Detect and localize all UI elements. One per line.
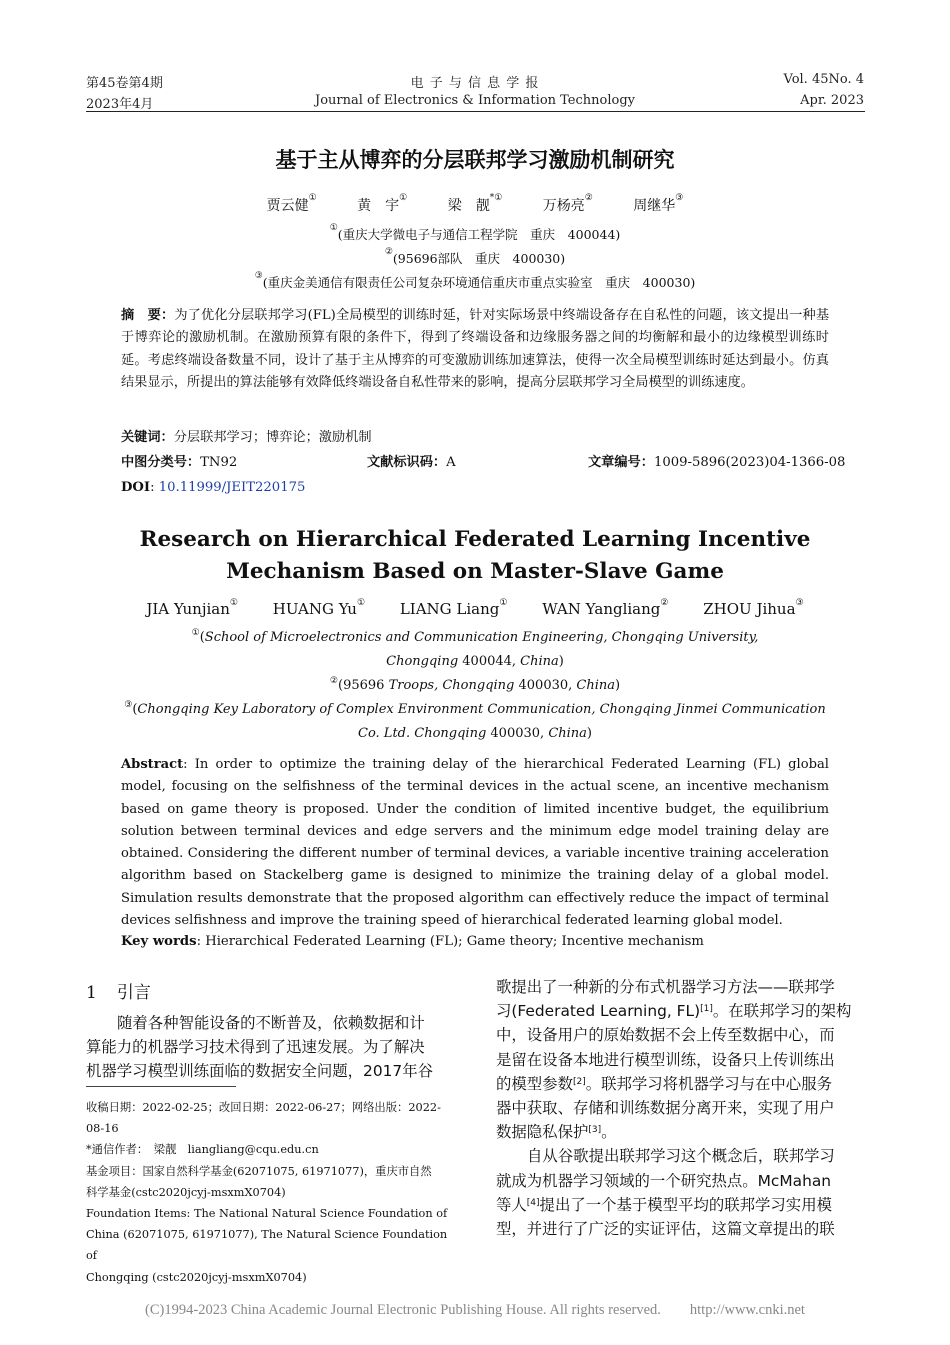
- author-cn: 万杨亮②: [542, 193, 593, 214]
- affiliation-cn-1: ①(重庆大学微电子与通信工程学院 重庆 400044): [329, 223, 621, 242]
- header-rule: [86, 111, 865, 112]
- left-column-text: 随着各种智能设备的不断普及，依赖数据和计 算能力的机器学习技术得到了迅速发展。为了解决 机器学习模型训练面临的数据安全问题，2017年谷: [86, 1014, 433, 1081]
- affiliation-en-3-cont: Co. Ltd. Chongqing 400030, China): [358, 726, 592, 741]
- abstract-cn: 摘 要：为了优化分层联邦学习(FL)全局模型的训练时延，针对实际场景中终端设备存在自私性的问题，该文提出一种基于博弈论的激励机制。在激励预算有限的条件下，得到了终端设备和边缘服务器之间的均衡解和最小的边缘模型训练时延。考虑终端设备数量不同，设计了基于主从博弈的可变激励训练加速算法，使得一次全局模型训练时延达到最小。仿真结果显示，所提出的算法能够有效降低终端设备自私性带来的影响，提高分层联邦学习全局模型的训练速度。: [121, 308, 830, 390]
- article-number: 文章编号：1009-5896(2023)04-1366-08: [588, 455, 846, 470]
- doi-link[interactable]: 10.11999/JEIT220175: [158, 480, 306, 495]
- author-cn: 贾云健①: [266, 193, 317, 214]
- document-code: 文献标识码：A: [367, 455, 456, 470]
- journal-name-cn: 电 子 与 信 息 学 报: [410, 76, 540, 91]
- copyright-notice: (C)1994-2023 China Academic Journal Electronic Publishing House. All rights reserved. http://www.cnki.net: [145, 1302, 805, 1318]
- footnotes: 收稿日期：2022-02-25；改回日期：2022-06-27；网络出版：2022-08-16 *通信作者： 梁靓 liangliang@cqu.edu.cn 基金项目：国家自然科学基金(62071075, 61971077)，重庆市自然 科学基金(cstc2020jcyj-msxmX0704) Foundation Items: The National Natural Science Foundation of China (62071075, 61971077), The Natural Science Foundation of Chongqing (cstc2020jcyj-msxmX0704): [86, 1101, 448, 1284]
- journal-month: Apr. 2023: [800, 93, 864, 108]
- classification-cn: 中图分类号：TN92: [121, 455, 238, 470]
- author-cn: 梁 靓*①: [447, 193, 503, 214]
- title-en: Research on Hierarchical Federated Learning Incentive Mechanism Based on Master-Slave Game: [139, 527, 811, 584]
- affiliation-cn-3: ③(重庆金美通信有限责任公司复杂环境通信重庆市重点实验室 重庆 400030): [254, 271, 696, 290]
- authors-cn: [0, 195, 950, 215]
- right-column-text: 歌提出了一种新的分布式机器学习方法——联邦学 习(Federated Learning, FL)[1]。在联邦学习的架构 中，设备用户的原始数据不会上传至数据中心，而 是留在设备本地进行模型训练，设备只上传训练出 的模型参数[2]。联邦学习将机器学习与在中心服务 器中获取、存储和训练数据分离开来，实现了用户 数据隐私保护[3]。 自从谷歌提出联邦学习这个概念后，联邦学习 就成为机器学习领域的一个研究热点。McMahan 等人[4]提出了一个基于模型平均的联邦学习实用模 型，并进行了广泛的实证评估，这篇文章提出的联: [496, 978, 852, 1239]
- author-cn: 黄 宇①: [357, 193, 408, 214]
- journal-name-en: Journal of Electronics & Information Technology: [314, 93, 636, 108]
- author-en: WAN Yangliang②: [542, 598, 669, 618]
- journal-volume: Vol. 45No. 4: [783, 72, 864, 87]
- affiliation-en-3: ③(Chongqing Key Laboratory of Complex Environment Communication, Chongqing Jinmei Communication: [124, 700, 826, 717]
- keywords-cn: 关键词：分层联邦学习；博弈论；激励机制: [121, 430, 372, 445]
- keywords-en: Key words: Hierarchical Federated Learning (FL); Game theory; Incentive mechanism: [121, 934, 704, 949]
- doi: DOI: 10.11999/JEIT220175: [121, 480, 306, 495]
- affiliation-en-2: ②(95696 Troops, Chongqing 400030, China): [329, 676, 621, 693]
- author-en: LIANG Liang①: [399, 598, 508, 618]
- author-en: ZHOU Jihua③: [703, 598, 804, 618]
- author-en: HUANG Yu①: [272, 598, 366, 618]
- section-heading: 1 引言: [86, 983, 151, 1003]
- abstract-en: Abstract: In order to optimize the training delay of the hierarchical Federated Learning (FL) global model, focusing on the selfishness of the terminal devices in the actual scene, an incentive mechanism based on game theory is proposed. Under the condition of limited incentive budget, the equilibrium solution between terminal devices and edge servers and the minimum edge model training delay are obtained. Considering the different number of terminal devices, a variable incentive training acceleration algorithm based on Stackelberg game is designed to minimize the training delay of a global model. Simulation results demonstrate that the proposed algorithm can effectively reduce the impact of terminal devices selfishness and improve the training speed of hierarchical federated learning global model.: [121, 757, 829, 929]
- title-cn: 基于主从博弈的分层联邦学习激励机制研究: [275, 148, 675, 172]
- author-en: JIA Yunjian①: [146, 598, 238, 618]
- footnote-rule: [86, 1086, 236, 1087]
- affiliation-en-1: ①(School of Microelectronics and Communication Engineering, Chongqing University,: [191, 628, 759, 645]
- authors-en: [0, 600, 950, 618]
- author-cn: 周继华③: [633, 193, 684, 214]
- journal-issue: 第45卷第4期: [86, 76, 163, 91]
- affiliation-cn-2: ②(95696部队 重庆 400030): [384, 247, 566, 266]
- journal-date: 2023年4月: [86, 97, 154, 112]
- affiliation-en-1-cont: Chongqing 400044, China): [386, 654, 564, 669]
